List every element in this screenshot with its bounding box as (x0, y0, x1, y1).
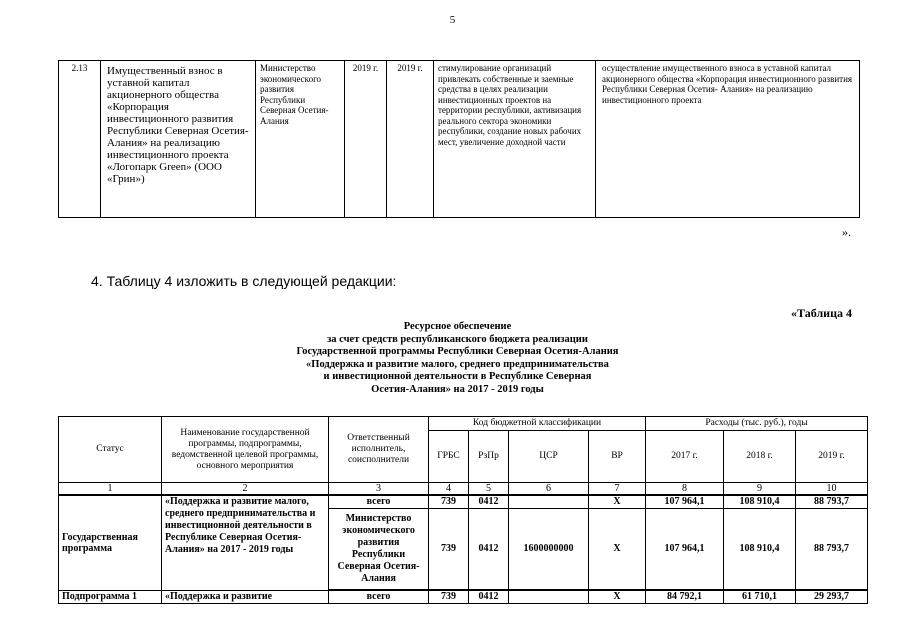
previous-table-fragment (58, 60, 860, 218)
executor-cell: Министерство экономического развития Республики Северная Осетия-Алания (256, 61, 345, 218)
grbs-cell: 739 (429, 508, 469, 590)
column-number: 8 (646, 483, 724, 496)
header-expenses: Расходы (тыс. руб.), годы (646, 417, 868, 431)
column-number-row (59, 483, 868, 496)
column-number: 4 (429, 483, 469, 496)
expense-2017: 84 792,1 (646, 590, 724, 603)
instruction-text: 4. Таблицу 4 изложить в следующей редакции: (91, 273, 397, 289)
title-line: и инвестиционной деятельности в Республике Северная (323, 371, 592, 383)
executor-ministry: Министерство экономического развития Республики Северная Осетия-Алания (329, 508, 429, 590)
column-number: 2 (162, 483, 329, 496)
column-number: 5 (469, 483, 509, 496)
measure-name: Имущественный взнос в уставной капитал акционерного общества «Корпорация инвестиционного развития Республики Северная Осетия-Алания» на реализацию инвестиционного проекта «Логопарк Green» (ООО «Грин») (101, 61, 256, 218)
title-line: Ресурсное обеспечение (403, 321, 512, 332)
grbs-cell: 739 (429, 495, 469, 508)
expense-2018: 108 910,4 (724, 508, 796, 590)
header-name: Наименование государственной программы, подпрограммы, ведомственной целевой программы, основного мероприятия (162, 417, 329, 483)
executor-total: всего (329, 495, 429, 508)
expense-2019: 29 293,7 (796, 590, 868, 603)
column-number: 6 (509, 483, 589, 496)
table-row (59, 495, 868, 508)
vr-cell: Х (589, 495, 646, 508)
page-number: 5 (449, 14, 456, 26)
table-row (59, 61, 860, 218)
start-year: 2019 г. (345, 61, 387, 218)
header-executor: Ответственный исполнитель, соисполнители (329, 417, 429, 483)
row-number: 2.13 (59, 61, 101, 218)
title-line: «Поддержка и развитие малого, среднего предпринимательства (306, 358, 609, 370)
status-cell: Подпрограмма 1 (59, 590, 162, 603)
column-number: 10 (796, 483, 868, 496)
column-number: 9 (724, 483, 796, 496)
vr-cell: Х (589, 508, 646, 590)
rzpr-cell: 0412 (469, 590, 509, 603)
header-2018: 2018 г. (724, 431, 796, 483)
end-year: 2019 г. (387, 61, 434, 218)
title-line: Государственной программы Республики Северная Осетия-Алания (296, 346, 619, 358)
rzpr-cell: 0412 (469, 508, 509, 590)
expense-2018: 108 910,4 (724, 495, 796, 508)
header-2017: 2017 г. (646, 431, 724, 483)
expense-2017: 107 964,1 (646, 495, 724, 508)
header-kbk: Код бюджетной классификации (429, 417, 646, 431)
header-grbs: ГРБС (429, 431, 469, 483)
status-cell: Государственная программа (59, 495, 162, 590)
header-2019: 2019 г. (796, 431, 868, 483)
table-title (200, 321, 715, 397)
table-header-row (59, 417, 868, 431)
table-row (59, 590, 868, 603)
csr-cell: 1600000000 (509, 508, 589, 590)
vr-cell: Х (589, 590, 646, 603)
resource-table (58, 416, 868, 604)
rzpr-cell: 0412 (469, 495, 509, 508)
measure-description: осуществление имущественного взноса в уставной капитал акционерного общества «Корпорация инвестиционного развития Республики Северная Осетия- Алания» на реализацию инвестиционного проекта (596, 61, 860, 218)
column-number: 1 (59, 483, 162, 496)
table-label: «Таблица 4 (791, 306, 852, 320)
column-number: 7 (589, 483, 646, 496)
csr-cell (509, 590, 589, 603)
expense-2019: 88 793,7 (796, 508, 868, 590)
header-status: Статус (59, 417, 162, 483)
executor-total: всего (329, 590, 429, 603)
header-rzpr: РзПр (469, 431, 509, 483)
expected-result: стимулирование организаций привлекать собственные и заемные средства в целях реализации инвестиционных проектов на территории республики, активизация реального сектора экономики республики, создание новых рабочих мест, увеличение доходной части (434, 61, 596, 218)
title-line: Осетия-Алания» на 2017 - 2019 годы (371, 383, 544, 395)
expense-2017: 107 964,1 (646, 508, 724, 590)
csr-cell (509, 495, 589, 508)
title-line: за счет средств республиканского бюджета реализации (327, 333, 588, 345)
subprogram-name: «Поддержка и развитие (162, 590, 329, 603)
grbs-cell: 739 (429, 590, 469, 603)
closing-quote: ». (842, 225, 851, 239)
header-csr: ЦСР (509, 431, 589, 483)
expense-2018: 61 710,1 (724, 590, 796, 603)
header-vr: ВР (589, 431, 646, 483)
column-number: 3 (329, 483, 429, 496)
program-name: «Поддержка и развитие малого, среднего предпринимательства и инвестиционной деятельности в Республике Северная Осетия-Алания» на 2017 - 2019 годы (162, 495, 329, 590)
expense-2019: 88 793,7 (796, 495, 868, 508)
